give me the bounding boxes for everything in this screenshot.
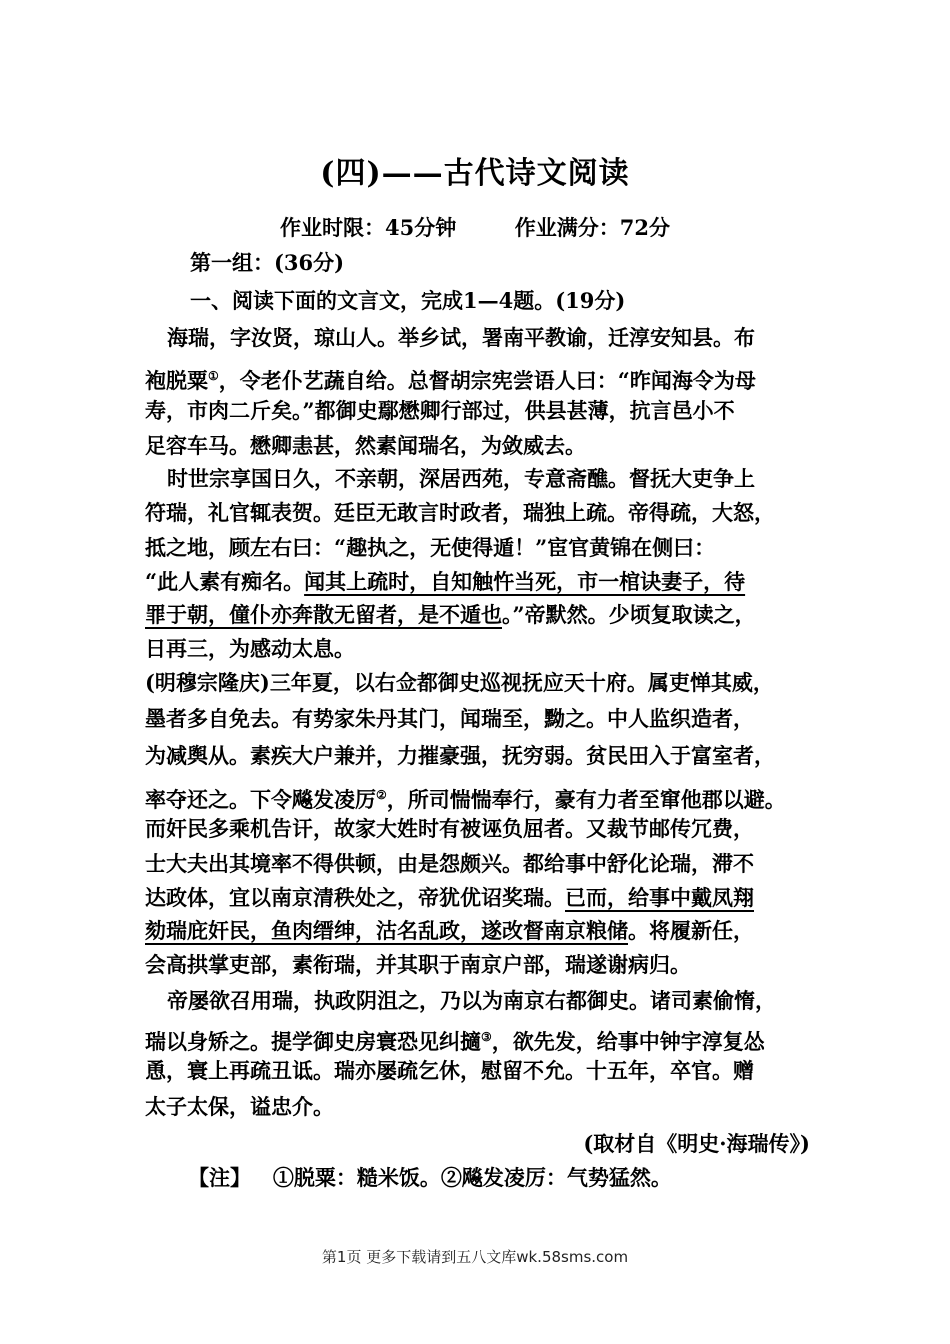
- passage-line: 时世宗享国日久，不亲朝，深居西苑，专意斋醮。督抚大吏争上: [167, 466, 755, 491]
- passage-line: 寿，市肉二斤矣。”都御史鄢懋卿行部过，供县甚薄，抗言邑小不: [145, 398, 735, 423]
- passage-line: 士大夫出其境率不得供顿，由是怨颇兴。都给事中舒化论瑞，滞不: [145, 851, 754, 876]
- footnote: 【注】 ①脱粟：糙米饭。②飚发凌厉：气势猛然。: [188, 1165, 672, 1190]
- underlined-sentence: 罪于朝，僮仆亦奔散无留者，是不遁也: [145, 602, 502, 627]
- passage-line: 太子太保，谥忠介。: [145, 1094, 334, 1119]
- underlined-sentence: 已而，给事中戴凤翔: [565, 885, 754, 910]
- underlined-sentence: 闻其上疏时，自知触忤当死，市一棺诀妻子，待: [304, 569, 746, 594]
- assignment-meta: 作业时限：45分钟 作业满分：72分: [280, 215, 670, 240]
- question-heading: 一、阅读下面的文言文，完成1—4题。(19分): [190, 288, 626, 313]
- group-heading: 第一组：(36分): [190, 250, 345, 275]
- passage-line: (明穆宗隆庆)三年夏，以右佥都御史巡视抚应天十府。属吏惮其威，: [145, 670, 774, 695]
- passage-line: 足容车马。懋卿恚甚，然素闻瑞名，为敛威去。: [145, 433, 586, 458]
- passage-line: 达政体，宜以南京清秩处之，帝犹优诏奖瑞。已而，给事中戴凤翔: [145, 885, 754, 910]
- page-footer: 第1页 更多下载请到五八文库wk.58sms.com: [321, 1248, 629, 1266]
- footnote-marker: ①: [208, 369, 219, 383]
- passage-line: “此人素有痴名。闻其上疏时，自知触忤当死，市一棺诀妻子，待: [145, 569, 746, 594]
- passage-line: 罪于朝，僮仆亦奔散无留者，是不遁也。”帝默然。少顷复取读之，: [145, 602, 756, 627]
- passage-line: 恿，寰上再疏丑诋。瑞亦屡疏乞休，慰留不允。十五年，卒官。赠: [145, 1058, 754, 1083]
- passage-line: 海瑞，字汝贤，琼山人。举乡试，署南平教谕，迁淳安知县。布: [167, 325, 755, 350]
- passage-line: 帝屡欲召用瑞，执政阴沮之，乃以为南京右都御史。诸司素偷惰，: [167, 988, 776, 1013]
- passage-line: 抵之地，顾左右曰：“趣执之，无使得遁！”宦官黄锦在侧曰：: [145, 535, 716, 560]
- passage-line: 率夺还之。下令飚发凌厉②，所司惴惴奉行，豪有力者至窜他郡以避。: [145, 787, 786, 812]
- passage-line: 日再三，为感动太息。: [145, 636, 355, 661]
- passage-line: 会高拱掌吏部，素衔瑞，并其职于南京户部，瑞遂谢病归。: [145, 952, 691, 977]
- underlined-sentence: 劾瑞庇奸民，鱼肉缙绅，沽名乱政，遂改督南京粮储: [145, 918, 628, 943]
- passage-line: 符瑞，礼官辄表贺。廷臣无敢言时政者，瑞独上疏。帝得疏，大怒，: [145, 500, 775, 525]
- page-title: (四)——古代诗文阅读: [320, 156, 630, 191]
- passage-line: 为减舆从。素疾大户兼并，力摧豪强，抚穷弱。贫民田入于富室者，: [145, 743, 775, 768]
- passage-line: 劾瑞庇奸民，鱼肉缙绅，沽名乱政，遂改督南京粮储。将履新任，: [145, 918, 754, 943]
- passage-line: 墨者多自免去。有势家朱丹其门，闻瑞至，黝之。中人监织造者，: [145, 706, 754, 731]
- source-citation: (取材自《明史·海瑞传》): [583, 1131, 810, 1156]
- passage-line: 袍脱粟①，令老仆艺蔬自给。总督胡宗宪尝语人曰：“昨闻海令为母: [145, 368, 756, 393]
- footnote-marker: ②: [376, 788, 387, 802]
- passage-line: 而奸民多乘机告讦，故家大姓时有被诬负屈者。又裁节邮传冗费，: [145, 816, 754, 841]
- footnote-marker: ③: [481, 1030, 492, 1044]
- passage-line: 瑞以身矫之。提学御史房寰恐见纠擿③，欲先发，给事中钟宇淳复怂: [145, 1029, 765, 1054]
